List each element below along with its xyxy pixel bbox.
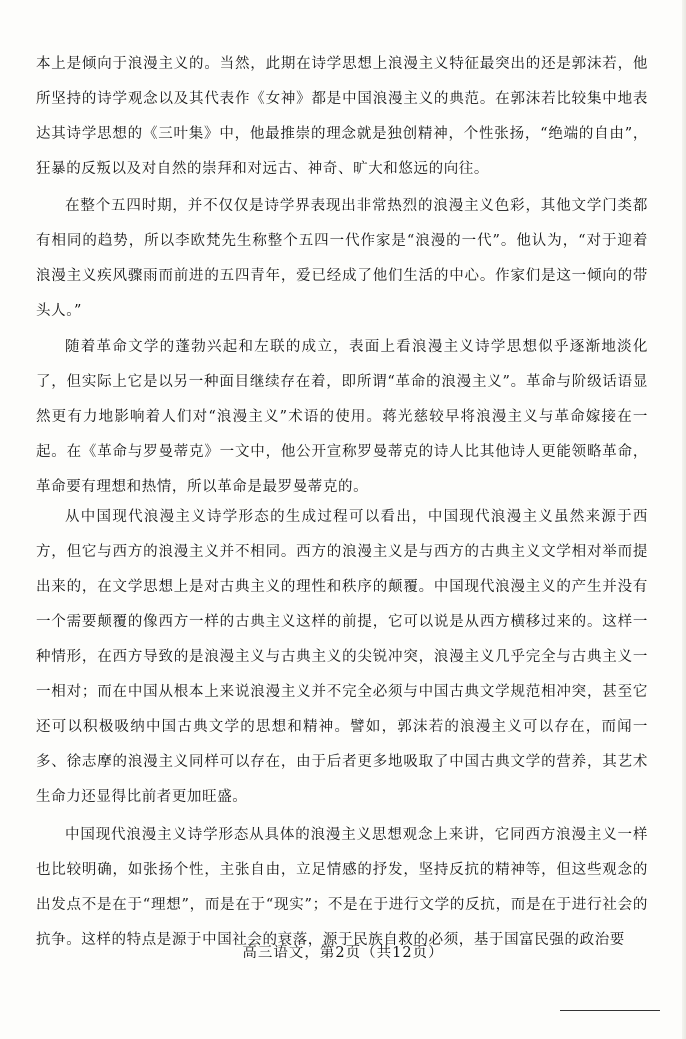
scan-line-mark [560, 1010, 660, 1011]
paragraph-1: 本上是倾向于浪漫主义的。当然，此期在诗学思想上浪漫主义特征最突出的还是郭沫若，他所坚持的诗学观念以及其代表作《女神》都是中国浪漫主义的典范。在郭沫若比较集中地表达其诗学思想的《三叶集》中，他最推崇的理念就是独创精神，个性张扬，“绝端的自由”，狂暴的反叛以及对自然的崇拜和对远古、神奇、旷大和悠远的向往。 [36, 56, 648, 177]
page-footer: 高三语文，第2页（共12页） [242, 945, 444, 961]
scan-edge [682, 0, 686, 1039]
paragraph-block-3 [36, 330, 648, 505]
paragraph-continuation [36, 47, 648, 187]
paragraph-block-5 [36, 818, 648, 958]
paragraph-block-2 [36, 189, 648, 329]
paragraph-block-4 [36, 500, 648, 815]
paragraph-4: 从中国现代浪漫主义诗学形态的生成过程可以看出，中国现代浪漫主义虽然来源于西方，但它与西方的浪漫主义并不相同。西方的浪漫主义是与西方的古典主义文学相对举而提出来的，在文学思想上是对古典主义的理性和秩序的颠覆。中国现代浪漫主义的产生并没有一个需要颠覆的像西方一样的古典主义这样的前提，它可以说是从西方横移过来的。这样一种情形，在西方导致的是浪漫主义与古典主义的尖锐冲突，浪漫主义几乎完全与古典主义一一相对；而在中国从根本上来说浪漫主义并不完全必须与中国古典文学规范相冲突，甚至它还可以积极吸纳中国古典文学的思想和精神。譬如，郭沫若的浪漫主义可以存在，而闻一多、徐志摩的浪漫主义同样可以存在，由于后者更多地吸取了中国古典文学的营养，其艺术生命力还显得比前者更加旺盛。 [36, 509, 648, 805]
paragraph-2: 在整个五四时期，并不仅仅是诗学界表现出非常热烈的浪漫主义色彩，其他文学门类都有相同的趋势，所以李欧梵先生称整个五四一代作家是“浪漫的一代”。他认为，“对于迎着浪漫主义疾风骤雨而前进的五四青年，爱已经成了他们生活的中心。作家们是这一倾向的带头人。” [36, 198, 648, 319]
paragraph-5: 中国现代浪漫主义诗学形态从具体的浪漫主义思想观念上来讲，它同西方浪漫主义一样也比较明确，如张扬个性，主张自由，立足情感的抒发，坚持反抗的精神等，但这些观念的出发点不是在于“理想”，而是在于“现实”；不是在于进行文学的反抗，而是在于进行社会的抗争。这样的特点是源于中国社会的衰落，源于民族自救的必须，基于国富民强的政治要 [36, 827, 648, 948]
paragraph-3: 随着革命文学的蓬勃兴起和左联的成立，表面上看浪漫主义诗学思想似乎逐渐地淡化了，但实际上它是以另一种面目继续存在着，即所谓“革命的浪漫主义”。革命与阶级话语显然更有力地影响着人们对“浪漫主义”术语的使用。蒋光慈较早将浪漫主义与革命嫁接在一起。在《革命与罗曼蒂克》一文中，他公开宣称罗曼蒂克的诗人比其他诗人更能领略革命，革命要有理想和热情，所以革命是最罗曼蒂克的。 [36, 339, 648, 495]
